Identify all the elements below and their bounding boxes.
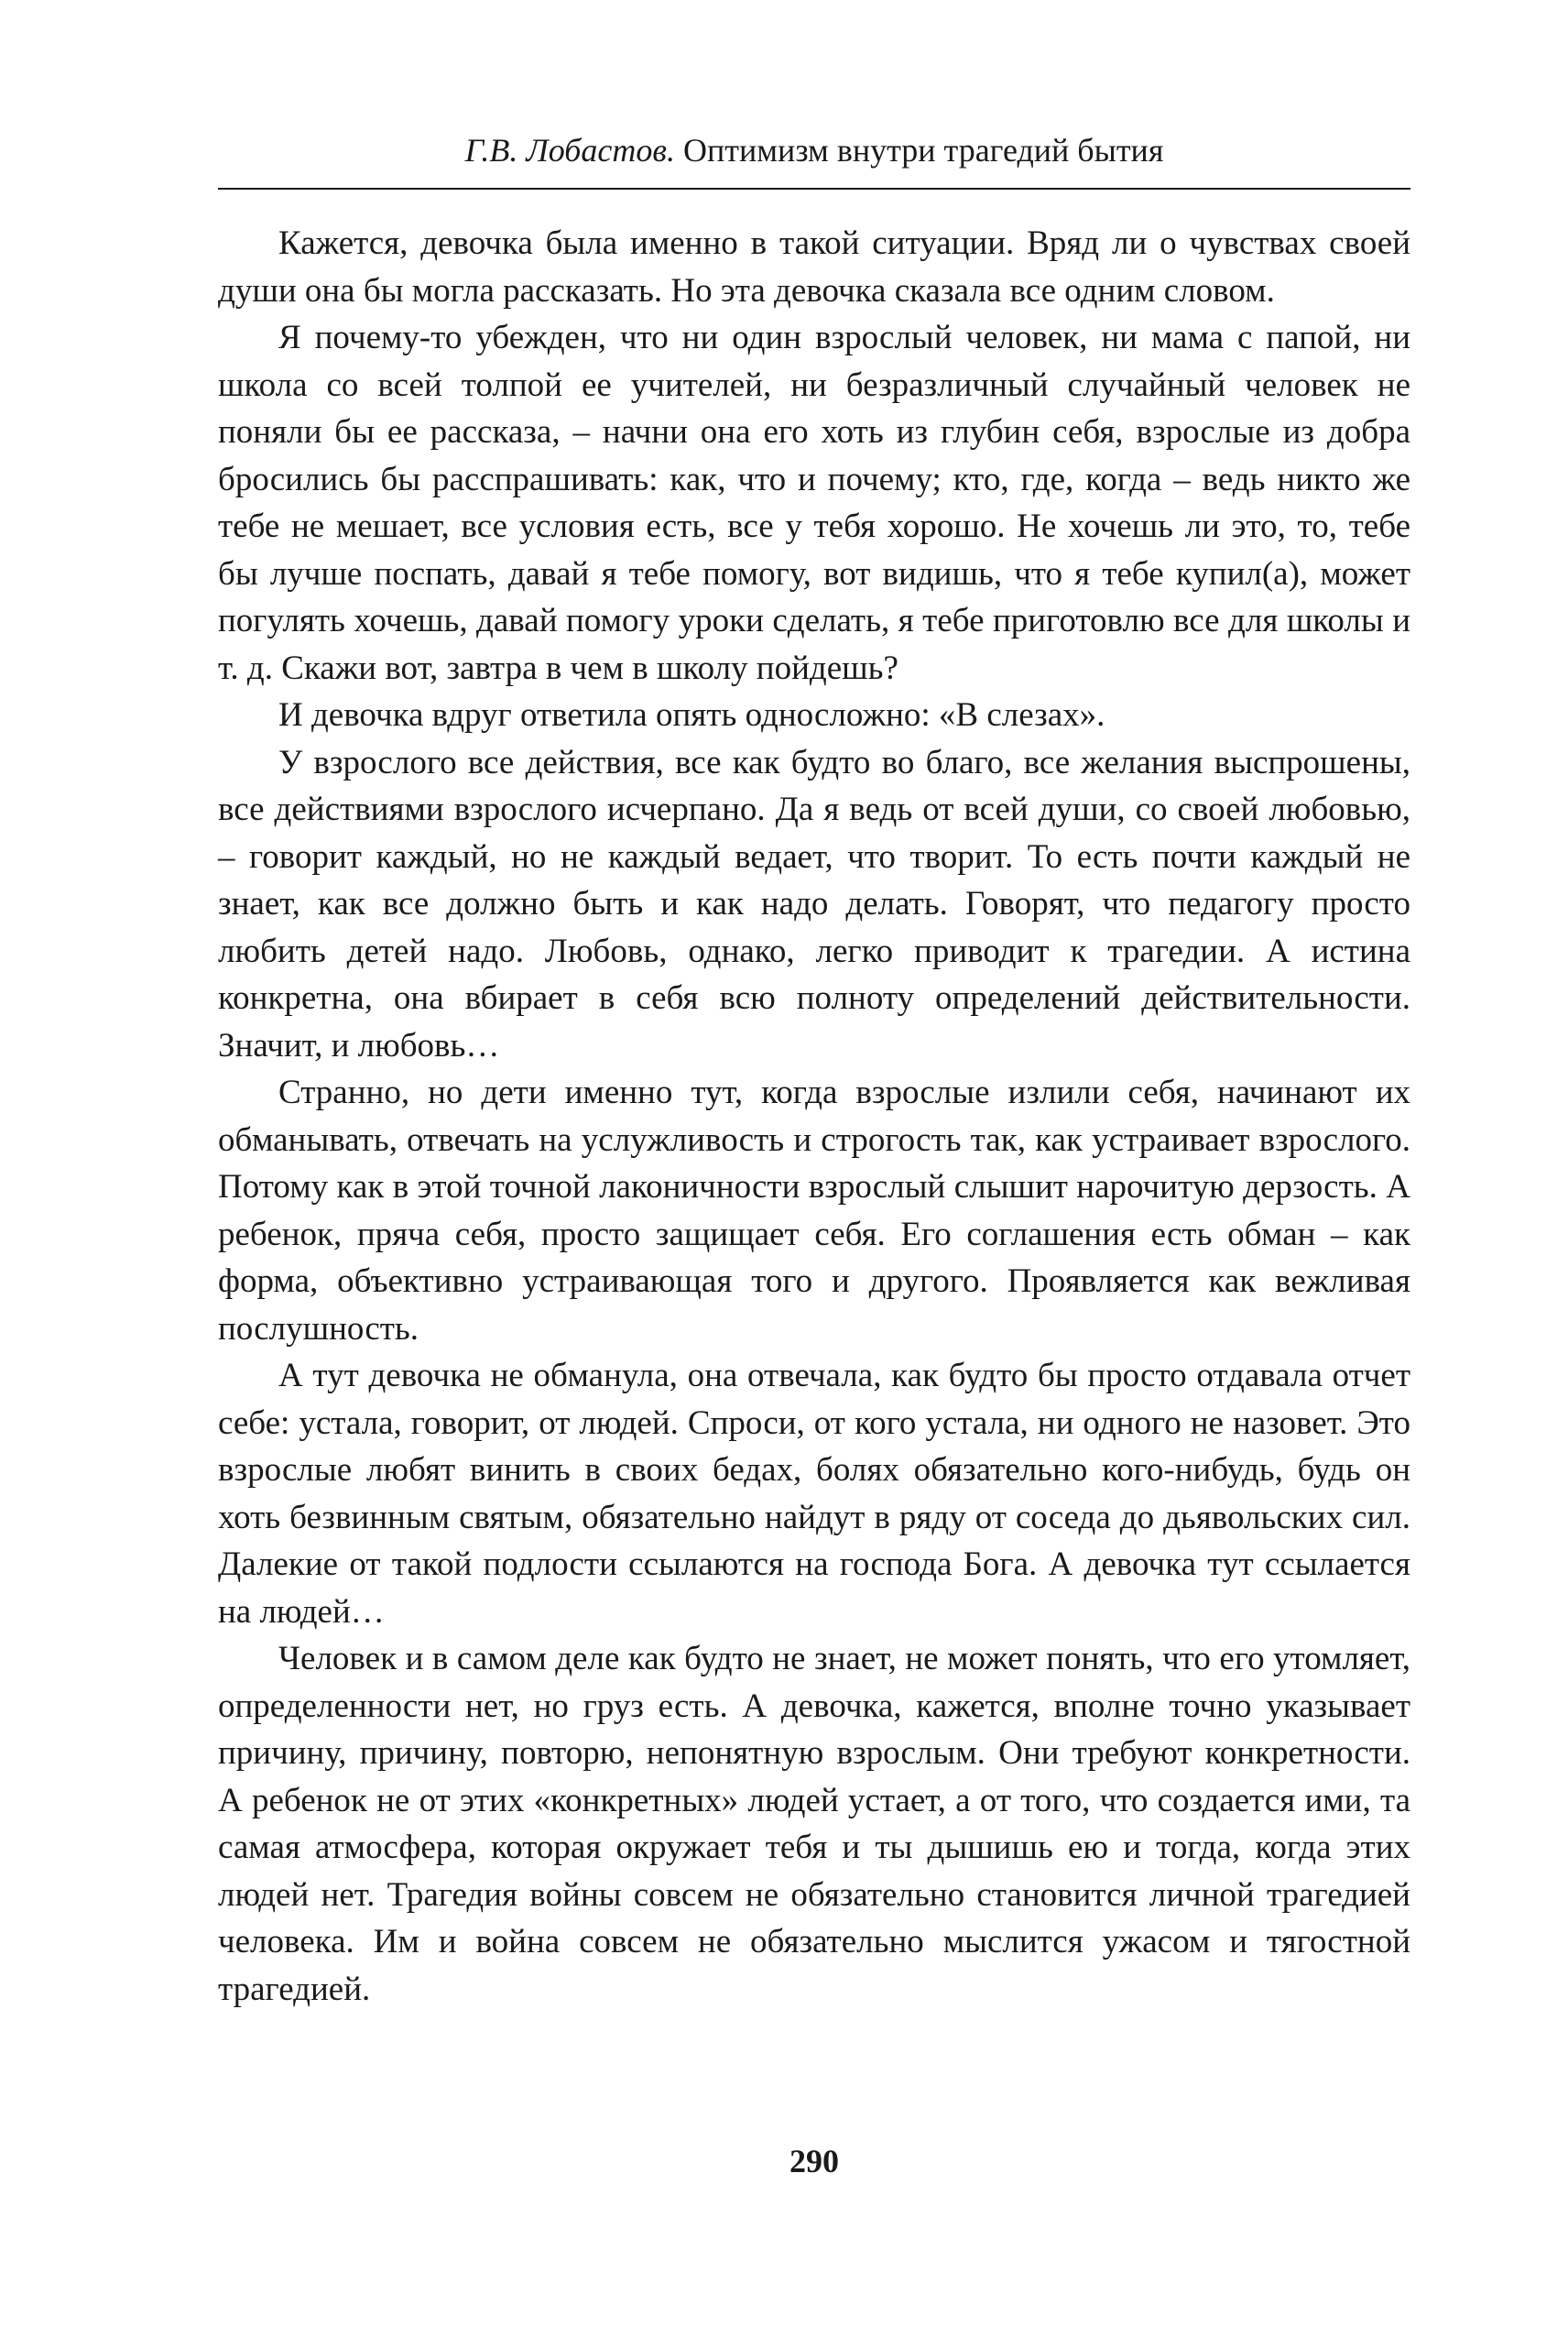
header-title: Оптимизм внутри трагедий бытия: [675, 132, 1164, 169]
book-page: [218, 0, 1410, 2326]
header-rule: [218, 188, 1410, 190]
paragraph-7: Человек и в самом деле как будто не знает, не может понять, что его утомляет, определенности нет, но груз есть. А девочка, кажется, вполне точно указывает причину, причину, повторю, непонятную взрослым. Они требуют конкретности. А ребенок не от этих «конкретных» людей устает, а от того, что создается ими, та самая атмосфера, которая окружает тебя и ты дышишь ею и тогда, когда этих людей нет. Трагедия войны совсем не обязательно становится личной трагедией человека. Им и война совсем не обязательно мыслится ужасом и тягостной трагедией.: [218, 1640, 1410, 2008]
paragraph-6: А тут девочка не обманула, она отвечала, как будто бы просто отдавала отчет себе: устала, говорит, от людей. Спроси, от кого устала, ни одного не назовет. Это взрослые любят винить в своих бедах, болях обязательно кого-нибудь, будь он хоть безвинным святым, обязательно найдут в ряду от соседа до дьявольских сил. Далекие от такой подлости ссылаются на господа Бога. А девочка тут ссылается на людей…: [218, 1357, 1410, 1631]
page-number: 290: [789, 2143, 839, 2179]
paragraph-5: Странно, но дети именно тут, когда взрослые излили себя, начинают их обманывать, отвечать на услужливость и строгость так, как устраивает взрослого. Потому как в этой точной лаконичности взрослый слышит нарочитую дерзость. А ребенок, пряча себя, просто защищает себя. Его соглашения есть обман – как форма, объективно устраивающая того и другого. Проявляется как вежливая послушность.: [218, 1074, 1410, 1348]
paragraph-3: И девочка вдруг ответила опять односложно: «В слезах».: [278, 696, 1105, 734]
paragraph-4: У взрослого все действия, все как будто во благо, все желания выспрошены, все действиями взрослого исчерпано. Да я ведь от всей души, со своей любовью, – говорит каждый, но не каждый ведает, что творит. То есть почти каждый не знает, как все должно быть и как надо делать. Говорят, что педагогу просто любить детей надо. Любовь, однако, легко приводит к трагедии. А истина конкретна, она вбирает в себя всю полноту определений действительности. Значит, и любовь…: [218, 743, 1410, 1065]
header-author: Г.В. Лобастов.: [464, 132, 676, 169]
running-header: [218, 130, 1410, 170]
paragraph-1: Кажется, девочка была именно в такой ситуации. Вряд ли о чувствах своей души она бы могла рассказать. Но эта девочка сказала все одним словом.: [218, 224, 1410, 310]
body-text: [218, 220, 1410, 2013]
paragraph-2: Я почему-то убежден, что ни один взрослый человек, ни мама с папой, ни школа со всей толпой ее учителей, ни безразличный случайный человек не поняли бы ее рассказа, – начни она его хоть из глубин себя, взрослые из добра бросились бы расспрашивать: как, что и почему; кто, где, когда – ведь никто же тебе не мешает, все условия есть, все у тебя хорошо. Не хочешь ли это, то, тебе бы лучше поспать, давай я тебе помогу, вот видишь, что я тебе купил(а), может погулять хочешь, давай помогу уроки сделать, я тебе приготовлю все для школы и т. д. Скажи вот, завтра в чем в школу пойдешь?: [218, 319, 1410, 687]
